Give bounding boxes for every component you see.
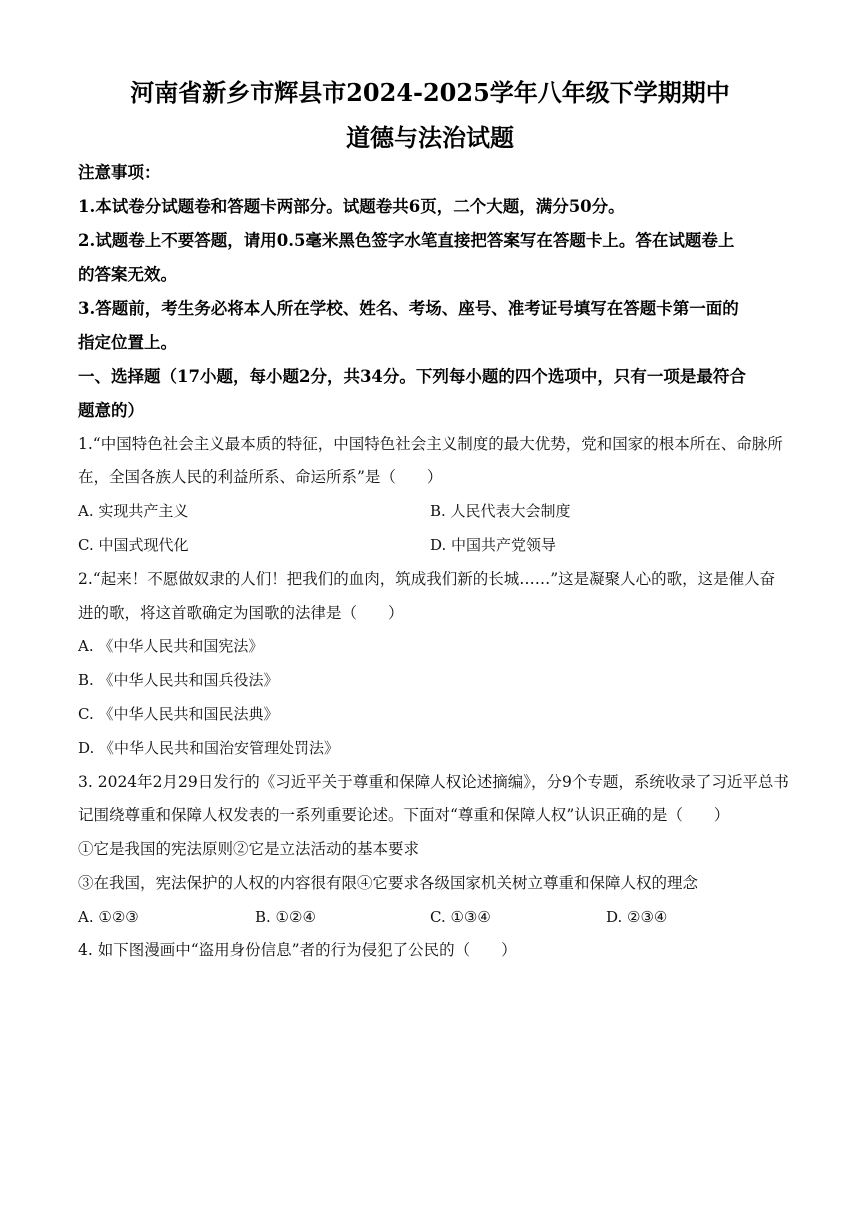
question-3-option-d: D. ②③④ (606, 908, 668, 926)
question-3-stem-line-1: 3. 2024年2月29日发行的《习近平关于尊重和保障人权论述摘编》，分9个专题，系统收录了习近平总书 (78, 773, 789, 791)
question-2-stem-line-1: 2.“起来！不愿做奴隶的人们！把我们的血肉，筑成我们新的长城……”这是凝聚人心的歌，这是催人奋 (78, 570, 776, 588)
exam-title: 河南省新乡市辉县市2024-2025学年八年级下学期期中 (130, 78, 730, 107)
question-1-option-b: B. 人民代表大会制度 (430, 502, 571, 520)
question-3-option-c: C. ①③④ (430, 908, 491, 926)
question-1-option-d: D. 中国共产党领导 (430, 536, 557, 554)
notice-item-3-line-1: 3.答题前，考生务必将本人所在学校、姓名、考场、座号、准考证号填写在答题卡第一面的 (78, 299, 739, 318)
question-3-stem-line-2: 记围绕尊重和保障人权发表的一系列重要论述。下面对“尊重和保障人权”认识正确的是（ ） (78, 806, 730, 824)
question-4-stem-line-1: 4. 如下图漫画中“盗用身份信息”者的行为侵犯了公民的（ ） (78, 941, 517, 959)
question-1-stem-line-2: 在，全国各族人民的利益所系、命运所系”是（ ） (78, 468, 443, 486)
notice-heading: 注意事项： (78, 163, 161, 182)
question-2-option-d: D. 《中华人民共和国治安管理处罚法》 (78, 739, 340, 757)
exam-subject-title: 道德与法治试题 (346, 123, 514, 152)
section-heading-line-1: 一、选择题（17小题，每小题2分，共34分。下列每小题的四个选项中，只有一项是最符合 (78, 367, 746, 386)
notice-item-2-line-2: 的答案无效。 (78, 265, 177, 284)
section-heading-line-2: 题意的） (78, 401, 144, 420)
notice-item-2-line-1: 2.试题卷上不要答题，请用0.5毫米黑色签字水笔直接把答案写在答题卡上。答在试题卷上 (78, 231, 735, 250)
question-3-option-b: B. ①②④ (255, 908, 316, 926)
question-2-option-b: B. 《中华人民共和国兵役法》 (78, 671, 279, 689)
question-3-statements-line-2: ③在我国，宪法保护的人权的内容很有限④它要求各级国家机关树立尊重和保障人权的理念 (78, 874, 699, 892)
question-2-option-c: C. 《中华人民共和国民法典》 (78, 705, 279, 723)
question-3-option-a: A. ①②③ (78, 908, 139, 926)
question-1-option-a: A. 实现共产主义 (78, 502, 189, 520)
question-2-stem-line-2: 进的歌，将这首歌确定为国歌的法律是（ ） (78, 604, 404, 622)
question-2-option-a: A. 《中华人民共和国宪法》 (78, 637, 264, 655)
question-1-stem-line-1: 1.“中国特色社会主义最本质的特征，中国特色社会主义制度的最大优势，党和国家的根本所在、命脉所 (78, 435, 783, 453)
notice-item-3-line-2: 指定位置上。 (78, 333, 177, 352)
question-1-option-c: C. 中国式现代化 (78, 536, 189, 554)
notice-item-1: 1.本试卷分试题卷和答题卡两部分。试题卷共6页，二个大题，满分50分。 (78, 197, 625, 216)
question-3-statements-line-1: ①它是我国的宪法原则②它是立法活动的基本要求 (78, 840, 420, 858)
